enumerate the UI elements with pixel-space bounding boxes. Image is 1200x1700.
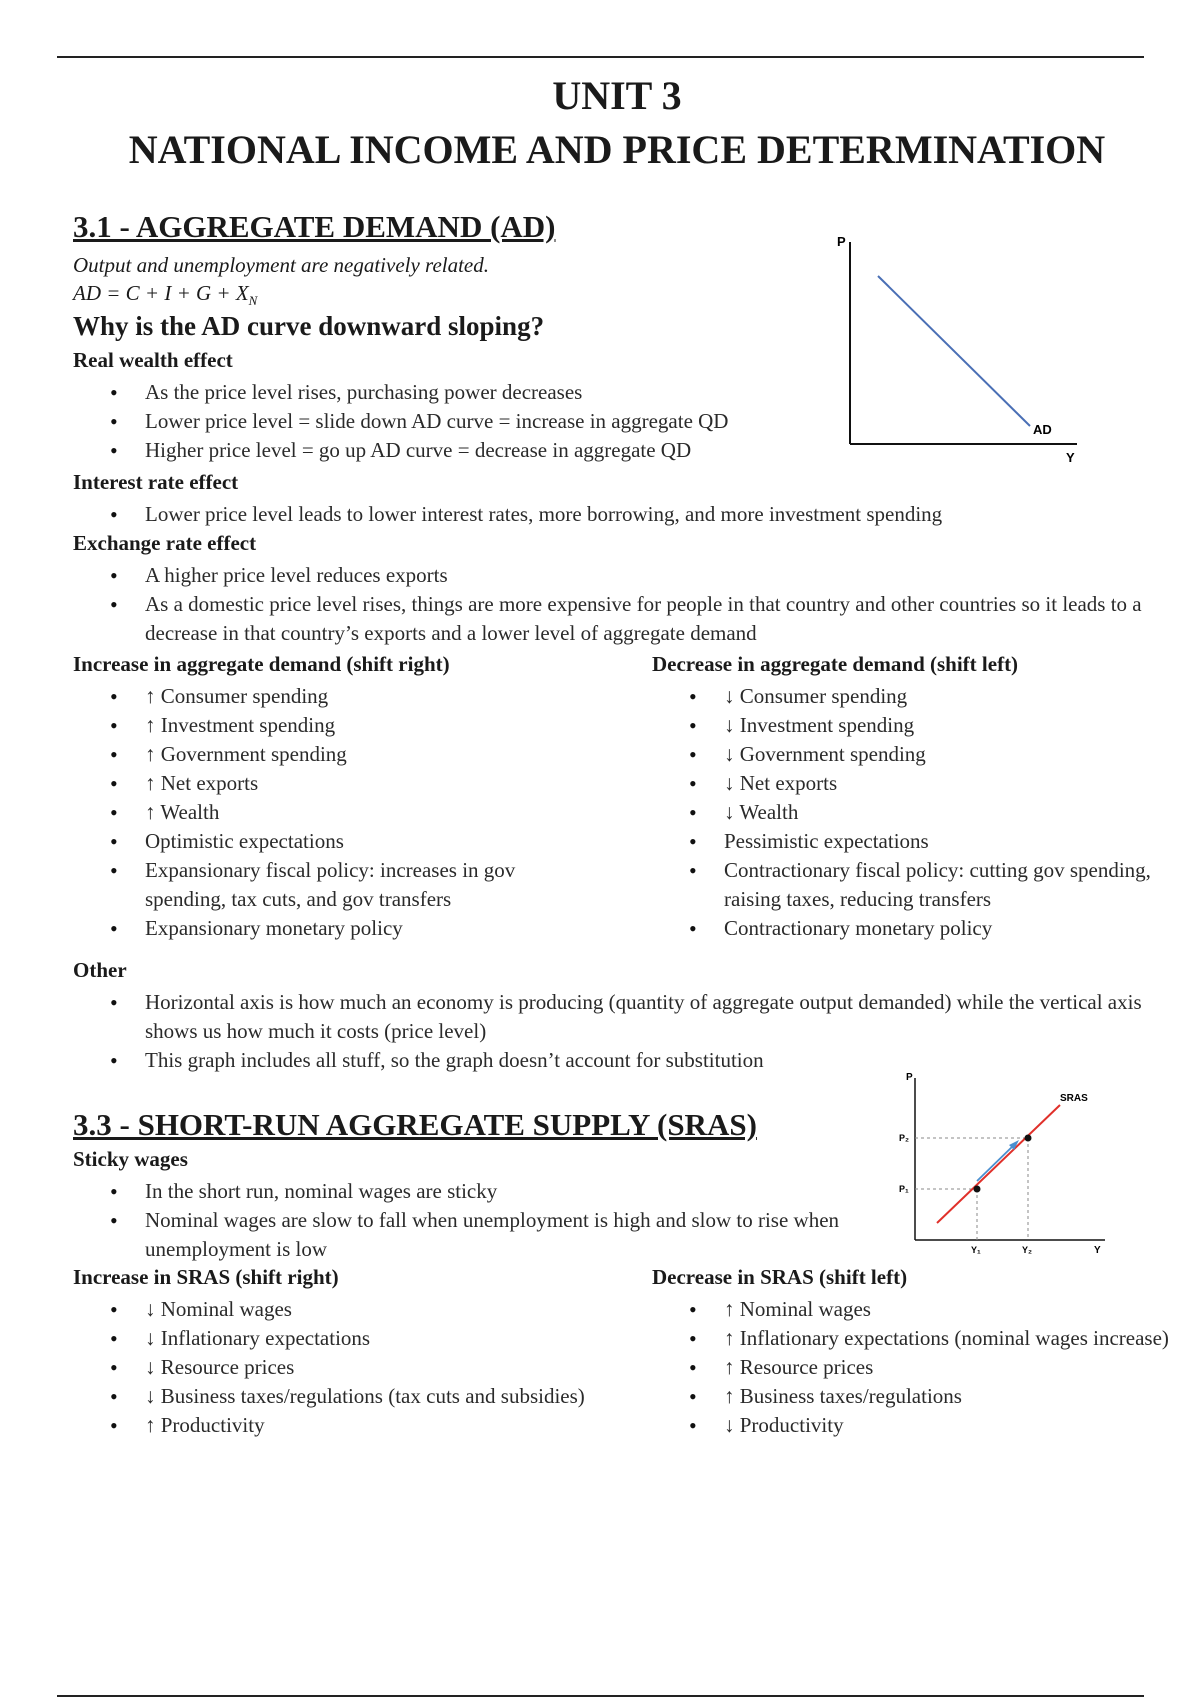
list-item: • A higher price level reduces exports (73, 561, 1173, 590)
sticky-wages-title: Sticky wages (73, 1147, 188, 1171)
sras-decrease-list (652, 1295, 1172, 1440)
list-item: • Lower price level = slide down AD curve = increase in aggregate QD (73, 407, 833, 436)
list-item: • ↓ Wealth (652, 798, 1172, 827)
list-item: • Higher price level = go up AD curve = decrease in aggregate QD (73, 436, 833, 465)
ad-increase-title: Increase in aggregate demand (shift right) (73, 652, 450, 676)
list-item: • ↓ Productivity (652, 1411, 1172, 1440)
list-item: • Horizontal axis is how much an economy is producing (quantity of aggregate output demanded) while the vertical axis shows us how much it costs (price level) (73, 988, 1173, 1046)
list-item: • As a domestic price level rises, things are more expensive for people in that country and other countries so it leads to a decrease in that country’s exports and a lower level of aggregate demand (73, 590, 1173, 648)
list-item: • ↑ Nominal wages (652, 1295, 1172, 1324)
list-item: • ↓ Resource prices (73, 1353, 593, 1382)
point-2 (1025, 1135, 1032, 1142)
interest-rate-title: Interest rate effect (73, 470, 239, 494)
p2-label: P₂ (899, 1133, 910, 1143)
sras-increase-list (73, 1295, 593, 1440)
list-item: • ↓ Investment spending (652, 711, 1172, 740)
sras-graph (895, 1068, 1125, 1258)
sras-increase-title: Increase in SRAS (shift right) (73, 1265, 339, 1289)
unit-title: UNIT 3 (552, 73, 682, 118)
ad-section-heading: 3.1 - AGGREGATE DEMAND (AD) (73, 209, 556, 244)
list-item: • Contractionary fiscal policy: cutting gov spending, raising taxes, reducing transfers (652, 856, 1172, 914)
top-rule (57, 56, 1144, 58)
y1-label: Y₁ (971, 1245, 981, 1255)
other-list (73, 988, 1173, 1075)
ad-formula-subscript: N (248, 293, 258, 309)
list-item: • Nominal wages are slow to fall when unemployment is high and slow to rise when unemployment is low (73, 1206, 893, 1264)
ad-graph-p-label: P (837, 234, 846, 249)
ad-decrease-title: Decrease in aggregate demand (shift left) (652, 652, 1019, 676)
list-item: • Pessimistic expectations (652, 827, 1172, 856)
list-item: • ↑ Net exports (73, 769, 593, 798)
bottom-rule (57, 1695, 1144, 1697)
list-item: • ↑ Productivity (73, 1411, 593, 1440)
ad-curve (878, 276, 1030, 426)
ad-decrease-list (652, 682, 1172, 943)
sras-graph-p-label: P (906, 1072, 913, 1083)
exchange-rate-list (73, 561, 1173, 648)
real-wealth-title: Real wealth effect (73, 348, 233, 372)
list-item: • ↑ Wealth (73, 798, 593, 827)
list-item: • ↑ Government spending (73, 740, 593, 769)
list-item: • ↓ Government spending (652, 740, 1172, 769)
sras-curve-label: SRAS (1060, 1093, 1088, 1104)
ad-formula-main: AD = C + I + G + X (73, 281, 249, 305)
interest-rate-list (73, 500, 1173, 529)
sras-movement-arrow (977, 1144, 1015, 1181)
p1-label: P₁ (899, 1184, 909, 1194)
page-title: NATIONAL INCOME AND PRICE DETERMINATION (128, 127, 1106, 172)
list-item: • ↑ Business taxes/regulations (652, 1382, 1172, 1411)
ad-graph (825, 228, 1090, 468)
list-item: • As the price level rises, purchasing power decreases (73, 378, 833, 407)
list-item: • Expansionary fiscal policy: increases in gov spending, tax cuts, and gov transfers (73, 856, 593, 914)
list-item: • In the short run, nominal wages are sticky (73, 1177, 893, 1206)
list-item: • ↓ Nominal wages (73, 1295, 593, 1324)
point-1 (974, 1186, 981, 1193)
sras-decrease-title: Decrease in SRAS (shift left) (652, 1265, 908, 1289)
list-item: • ↓ Consumer spending (652, 682, 1172, 711)
ad-curve-label: AD (1033, 422, 1052, 437)
sras-graph-y-label: Y (1094, 1245, 1101, 1256)
ad-question: Why is the AD curve downward sloping? (73, 311, 545, 341)
list-item: • Lower price level leads to lower interest rates, more borrowing, and more investment spending (73, 500, 1173, 529)
real-wealth-list (73, 378, 833, 465)
list-item: • ↓ Inflationary expectations (73, 1324, 593, 1353)
list-item: • Expansionary monetary policy (73, 914, 593, 943)
list-item: • This graph includes all stuff, so the graph doesn’t account for substitution (73, 1046, 1173, 1075)
ad-graph-y-label: Y (1066, 450, 1075, 465)
list-item: • ↑ Resource prices (652, 1353, 1172, 1382)
sticky-wages-list (73, 1177, 893, 1264)
list-item: • ↑ Inflationary expectations (nominal wages increase) (652, 1324, 1172, 1353)
list-item: • Contractionary monetary policy (652, 914, 1172, 943)
list-item: • ↓ Net exports (652, 769, 1172, 798)
ad-formula (73, 281, 257, 309)
other-title: Other (73, 958, 127, 982)
list-item: • Optimistic expectations (73, 827, 593, 856)
list-item: • ↑ Investment spending (73, 711, 593, 740)
sras-curve (937, 1105, 1060, 1223)
list-item: • ↓ Business taxes/regulations (tax cuts and subsidies) (73, 1382, 593, 1411)
y2-label: Y₂ (1022, 1245, 1033, 1255)
sras-section-heading: 3.3 - SHORT-RUN AGGREGATE SUPPLY (SRAS) (73, 1107, 757, 1142)
list-item: • ↑ Consumer spending (73, 682, 593, 711)
ad-note: Output and unemployment are negatively related. (73, 253, 490, 277)
exchange-rate-title: Exchange rate effect (73, 531, 257, 555)
ad-increase-list (73, 682, 593, 943)
